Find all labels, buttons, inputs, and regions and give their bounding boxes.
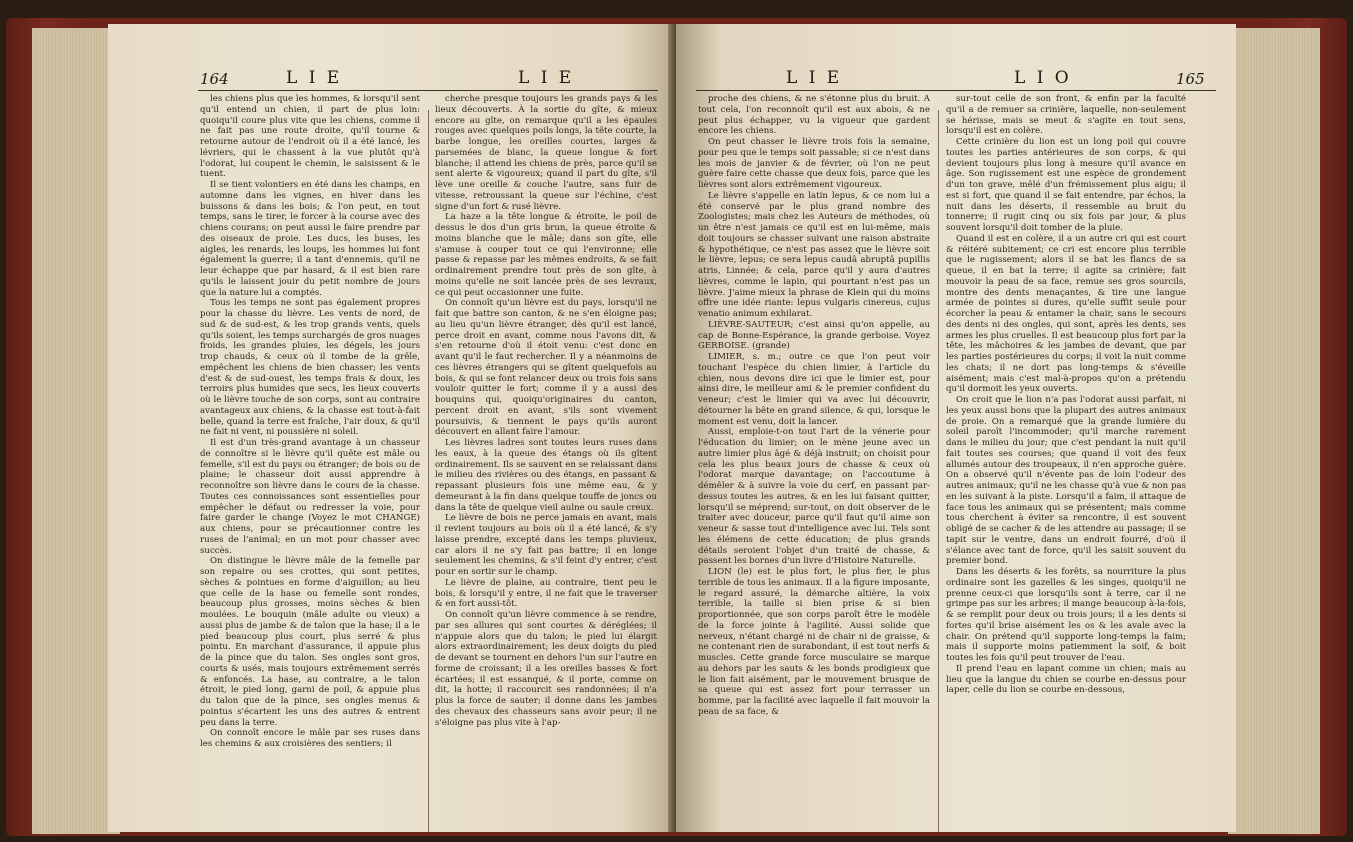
paragraph: sur-tout celle de son front, & enfin par la faculté qu'il a de remuer sa crinière, laquelle, non-seulement se hérisse, mais se meut & s'agite en tout sens, lorsqu'il est en colère. [946, 94, 1186, 137]
running-header-left-col2: L I E [518, 68, 575, 88]
running-header-right: L I E [786, 68, 843, 88]
paragraph: Il est d'un très-grand avantage à un chasseur de connoître si le lièvre qu'il quête est mâle ou femelle, s'il est du pays ou étranger; de bois ou de plaine; le chasseur doit aussi apprendre à reconnoître son lièvre dans le cours de la chasse. Toutes ces connoissances sont essentielles pour empêcher le défaut ou redresser la voie, pour faire garder le change (Voyez le mot CHANGE) aux chiens, pour se précautionner contre les ruses de l'animal; en un mot pour chasser avec succès. [200, 438, 420, 556]
page-number-left: 164 [200, 70, 229, 88]
right-page [676, 24, 1236, 832]
paragraph: Dans les déserts & les forêts, sa nourriture la plus ordinaire sont les gazelles & les singes, quoiqu'il ne prenne ceux-ci que lorsqu'ils sont à terre, car il ne grimpe pas sur les arbres; il mange beaucoup à-la-fois, & se remplit pour deux ou trois jours; il a les dents si fortes qu'il brise aisément les os & les avale avec la chair. On prétend qu'il supporte long-temps la faim; mais il supporte moins patiemment la soif, & boit toutes les fois qu'il peut trouver de l'eau. [946, 567, 1186, 663]
paragraph: Cette crinière du lion est un long poil qui couvre toutes les parties antérieures de son corps, & qui devient toujours plus long à mesure qu'il avance en âge. Son rugissement est une espèce de grondement d'un ton grave, mêlé d'un frémissement plus aigu; il est si fort, que quand il se fait entendre, par échos, la nuit dans les déserts, il ressemble au bruit du tonnerre; il rugit cinq ou six fois par jour, & plus souvent lorsqu'il doit tomber de la pluie. [946, 137, 1186, 233]
paragraph: On connoît qu'un lièvre est du pays, lorsqu'il ne fait que battre son canton, & ne s'en éloigne pas; au lieu qu'un lièvre étranger, dès qu'il est lancé, perce droit en avant, comme nous l'avons dit, & s'en retourne d'où il étoit venu: c'est donc en avant qu'il le faut rechercher. Il y a néanmoins de ces lièvres étrangers qui se gîtent quelquefois au bois, & qui se font relancer deux ou trois fois sans vouloir quitter le fort; comme il y a aussi des bouquins qui, quoiqu'originaires du canton, percent droit en avant, s'ils sont vivement poursuivis, & tiennent le pays qu'ils auront découvert en allant faire l'amour. [435, 298, 657, 438]
paragraph: cherche presque toujours les grands pays & les lieux découverts. À la sortie du gîte, & mieux encore au gîte, on remarque qu'il a les épaules rouges avec quelques poils longs, la tête courte, la barbe longue, les oreilles courtes, larges & parsemées de blanc, la queue longue & fort blanche; il attend les chiens de près, parce qu'il se sent alerte & vigoureux; quand il part du gîte, s'il lève une oreille & couche l'autre, sans fuir de vitesse, retroussant la queue sur l'échine, c'est signe d'un fort & rusé lièvre. [435, 94, 657, 212]
column-divider-left [428, 110, 429, 832]
paragraph: La haze a la tête longue & étroite, le poil de dessus le dos d'un gris brun, la queue étroite & moins blanche que le mâle; dans son gîte, elle s'amuse à couper tout ce qui l'environne; elle passe & repasse par les mêmes endroits, & se fait ordinairement prendre tout près de son gîte, à moins qu'elle ne soit lancée près de ses levraux, ce qui peut occasionner une fuite. [435, 212, 657, 298]
paragraph: Aussi, emploie-t-on tout l'art de la vénerie pour l'éducation du limier; on le mène jeune avec un autre limier plus âgé & déjà instruit; on choisit pour cela les plus beaux jours de chasse & ceux où l'odorat marque davantage; on l'accoutume à démêler & à suivre la voie du cerf, en passant par-dessus toutes les autres, & en les lui faisant quitter, lorsqu'il se méprend; sur-tout, on doit observer de le traiter avec douceur, parce qu'il faut qu'il aime son veneur & sasse tout d'intelligence avec lui. Tels sont les élémens de cette éducation; de plus grands détails seroient l'objet d'un traité de chasse, & passent les bornes d'un livre d'Histoire Naturelle. [698, 427, 930, 567]
paragraph: On distingue le lièvre mâle de la femelle par son repaire ou ses crottes, qui sont petites, sèches & pointues en forme d'aiguillon; au lieu que celle de la hase ou femelle sont rondes, beaucoup plus grosses, moins sèches & bien moulées. Le bouquin (mâle adulte ou vieux) a aussi plus de jambe & de talon que la hase; il a le pied beaucoup plus court, plus serré & plus pointu. En marchant d'assurance, il appuie plus de la pince que du talon. Ses ongles sont gros, courts & usés, mais toujours extrêmement serrés & enfoncés. La hase, au contraire, a le talon étroit, le pied long, garni de poil, & appuie plus du talon que de la pince, ses ongles menus & pointus s'écartent les uns des autres & entrent peu dans la terre. [200, 556, 420, 728]
header-rule-right [696, 90, 1216, 91]
column-divider-right [938, 110, 939, 832]
paragraph: On connoît qu'un lièvre commence à se rendre, par ses allures qui sont courtes & déréglées; il n'appuie alors que du talon; le pied lui élargit alors extraordinairement; les deux doigts du pied de devant se tournent en dehors l'un sur l'autre en forme de croissant; il a les oreilles basses & fort écartées; il est essanqué, & il porte, comme on dit, la hotte; il raccourcit ses randonnées; il n'a plus la force de sauter; il donne dans les jambes des chevaux des chasseurs sans avoir peur; il ne s'éloigne pas plus vite à l'ap- [435, 610, 657, 728]
paragraph: proche des chiens, & ne s'étonne plus du bruit. À tout cela, l'on reconnoît qu'il est aux abois, & ne peut plus échapper, vu la vigueur que gardent encore les chiens. [698, 94, 930, 137]
right-page-column-1 [698, 94, 930, 832]
paragraph: Les lièvres ladres sont toutes leurs ruses dans les eaux, à la queue des étangs où ils gîtent ordinairement. Ils se sauvent en se relaissant dans le milieu des rivières ou des étangs, en passant & repassant plusieurs fois une même eau, & y demeurant à la fin dans quelque touffe de joncs ou dans la tête de quelque vieil aulne ou saule creux. [435, 438, 657, 513]
running-header-left: L I E [286, 68, 343, 88]
paragraph: Le lièvre de bois ne perce jamais en avant, mais il revient toujours au bois où il a été lancé, & s'y laisse prendre, excepté dans les temps pluvieux, car alors il ne s'y fait pas battre; il en longe seulement les chemins, & s'il feint d'y entrer, c'est pour en sortir sur le champ. [435, 513, 657, 577]
paragraph: LIMIER, s. m.; outre ce que l'on peut voir touchant l'espèce du chien limier, à l'article du chien, nous devons dire ici que le limier est, pour ainsi dire, le meilleur ami & le premier confident du veneur; c'est le limier qui va avec lui découvrir, détourner la bête en grand silence, & qui, lorsque le moment est venu, doit la lancer. [698, 352, 930, 427]
paragraph: LION (le) est le plus fort, le plus fier, le plus terrible de tous les animaux. Il a la figure imposante, le regard assuré, la démarche altière, la voix terrible, la taille si bien prise & si bien proportionnée, que son corps paroît être le modèle de la force jointe à l'agilité. Aussi solide que nerveux, n'étant chargé ni de chair ni de graisse, & ne contenant rien de surabondant, il est tout nerfs & muscles. Cette grande force musculaire se marque au dehors par les sauts & les bonds prodigieux que le lion fait aisément, par le mouvement brusque de sa queue qui est assez fort pour terrasser un homme, par la facilité avec laquelle il fait mouvoir la peau de sa face, & [698, 567, 930, 717]
paragraph: LIÈVRE-SAUTEUR; c'est ainsi qu'on appelle, au cap de Bonne-Espérance, la grande gerboise. Voyez GERBOISE. (grande) [698, 319, 930, 352]
paragraph: On peut chasser le lièvre trois fois la semaine, pour peu que le temps soit passable; si ce n'est dans les mois de janvier & de février, où l'on ne peut guère faire cette chasse que deux fois, parce que les lièvres sont alors extrêmement vigoureux. [698, 137, 930, 190]
left-page-column-2 [435, 94, 657, 832]
paragraph: Tous les temps ne sont pas également propres pour la chasse du lièvre. Les vents de nord, de sud & de sud-est, & les trop grands vents, quels qu'ils soient, les temps surchargés de gros nuages froids, les grandes pluies, les dégels, les jours trop chauds, & ceux où il tombe de la grêle, empêchent les chiens de bien chasser; les vents d'est & de sud-ouest, les temps frais & doux, les terroirs plus humides que secs, les lieux couverts où le lièvre touche de son corps, sont au contraire avantageux aux chiens, & la chasse est tout-à-fait belle, quand la terre est fraîche, l'air doux, & qu'il ne fait ni vent, ni poussière ni soleil. [200, 298, 420, 438]
paragraph: Il prend l'eau en lapant comme un chien; mais au lieu que la langue du chien se courbe en-dessus pour laper, celle du lion se courbe en-dessous, [946, 663, 1186, 696]
paragraph: On croit que le lion n'a pas l'odorat aussi parfait, ni les yeux aussi bons que la plupart des autres animaux de proie. On a remarqué que la grande lumière du soleil paroît l'incommoder; qu'il marche rarement dans le milieu du jour; que c'est pendant la nuit qu'il fait toutes ses courses; que quand il voit des feux allumés autour des troupeaux, il n'en approche guère. On a observé qu'il n'évente pas de loin l'odeur des autres animaux; qu'il ne les chasse qu'à vue & non pas en les suivant à la piste. Lorsqu'il a faim, il attaque de face tous les animaux qui se présentent; mais comme tous cherchent à éviter sa rencontre, il est souvent obligé de se cacher & de les attendre au passage; il se tapit sur le ventre, dans un endroit fourré, d'où il s'élance avec tant de force, qu'il les saisit souvent du premier bond. [946, 395, 1186, 567]
page-edges-right [1228, 28, 1320, 834]
paragraph: Le lièvre de plaine, au contraire, tient peu le bois, & lorsqu'il y entre, il ne fait que le traverser & en fort aussi-tôt. [435, 577, 657, 610]
paragraph: Le lièvre s'appelle en latin lepus, & ce nom lui a été conservé par le plus grand nombre des Zoologistes; mais chez les Auteurs de méthodes, où un être n'est jamais ce qu'il est en lui-même, mais doit toujours se chasser suivant une raison abstraite & hypothétique, ce n'est pas assez que le lièvre soit le lièvre, lepus; ce sera lepus caudâ abruptâ pupillis atris, Linnée; & cela, parce qu'il y aura d'autres lièvres, comme le lapin, qui pourtant n'est pas un lièvre. J'aime mieux la phrase de Klein qui du moins offre une idée riante: lepus vulgaris cinereus, cujus venatio animum exhilarat. [698, 190, 930, 319]
left-page [108, 24, 678, 832]
paragraph: Quand il est en colère, il a un autre cri qui est court & réitéré subitement; ce cri est encore plus terrible que le rugissement; alors il se bat les flancs de sa queue, il en bat la terre; il agite sa crinière; fait mouvoir la peau de sa face, remue ses gros sourcils, montre des dents menaçantes, & tire une langue armée de pointes si dures, qu'elle suffit seule pour écorcher la peau & entamer la chair, sans le secours des dents ni des ongles, qui sont, après les dents, ses armes les plus cruelles. Il est beaucoup plus fort par la tête, les mâchoires & les jambes de devant, que par les parties postérieures du corps; il voit la nuit comme les chats; il ne dort pas long-temps & s'éveille aisément; mais c'est mal-à-propos qu'on a prétendu qu'il dormoit les yeux ouverts. [946, 233, 1186, 395]
running-header-right-col2: L I O [1014, 68, 1072, 88]
right-page-column-2 [946, 94, 1186, 832]
page-edges-left [32, 28, 120, 834]
header-rule-left [198, 90, 658, 91]
paragraph: les chiens plus que les hommes, & lorsqu'il sent qu'il entend un chien, il part de plus loin: quoiqu'il coure plus vite que les chiens, comme il ne fait pas une route droite, qu'il tourne & retourne autour de l'endroit où il a été lancé, les lévriers, qui le chassent à la vue plutôt qu'à l'odorat, lui coupent le chemin, le saisissent & le tuent. [200, 94, 420, 180]
paragraph: Il se tient volontiers en été dans les champs, en automne dans les vignes, en hiver dans les buissons & dans les bois; & l'on peut, en tout temps, sans le tirer, le forcer à la course avec des chiens courans; on peut aussi le faire prendre par des oiseaux de proie. Les ducs, les buses, les aigles, les renards, les loups, les hommes lui font également la guerre; il a tant d'ennemis, qu'il ne leur échappe que par hasard, & il est bien rare qu'ils le laissent jouir du petit nombre de jours que la nature lui a comptés. [200, 180, 420, 298]
left-page-column-1 [200, 94, 420, 832]
page-number-right: 165 [1176, 70, 1205, 88]
paragraph: On connoît encore le mâle par ses ruses dans les chemins & aux croisières des sentiers; il [200, 728, 420, 749]
